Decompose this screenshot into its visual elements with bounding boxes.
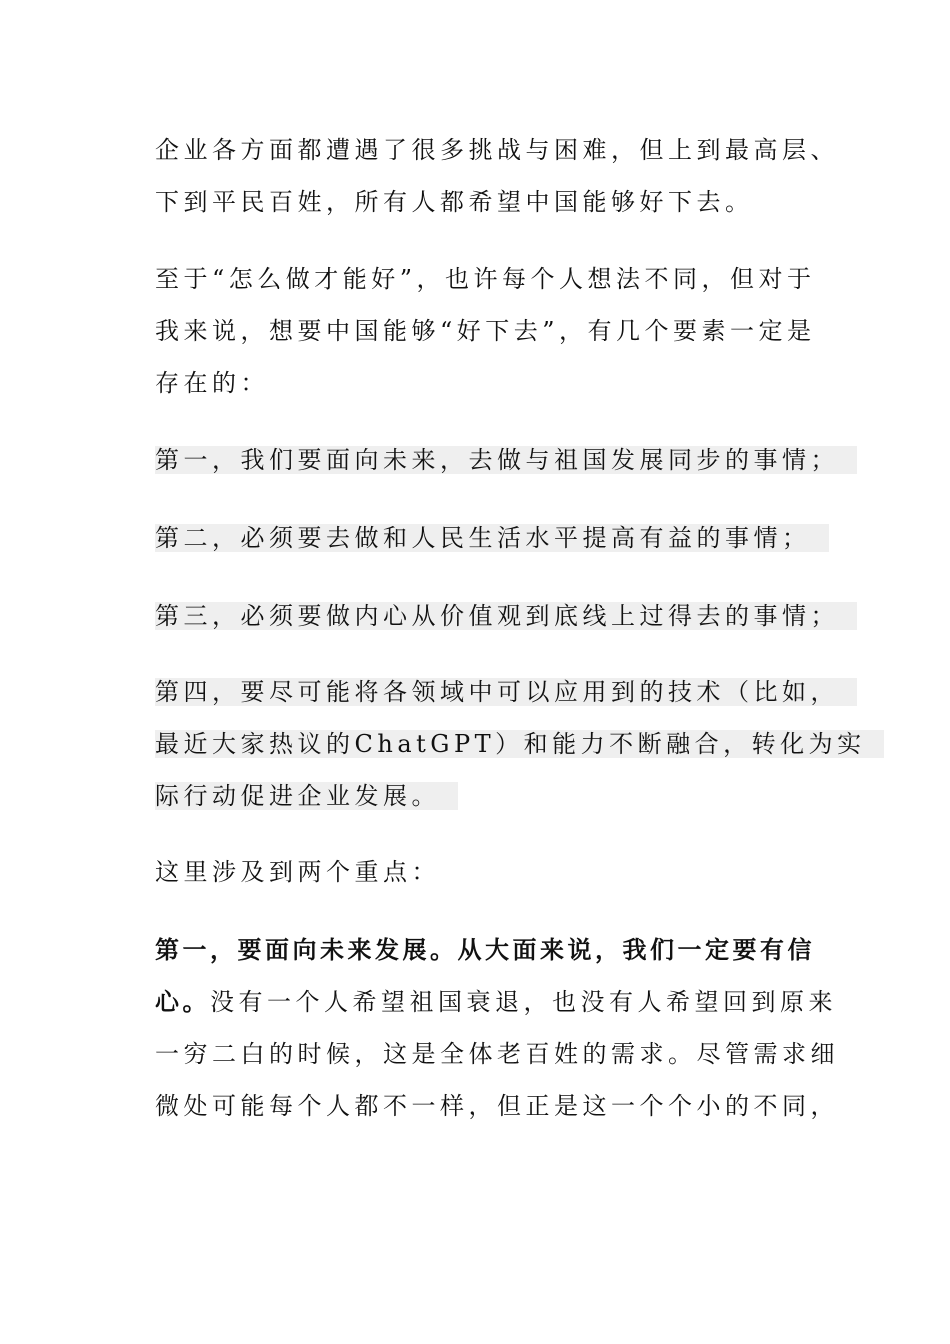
paragraph-challenges xyxy=(155,124,839,228)
paragraph-future-development xyxy=(155,924,839,1132)
text-line: 企业各方面都遭遇了很多挑战与困难，但上到最高层、 xyxy=(155,136,839,164)
text-line: 下到平民百姓，所有人都希望中国能够好下去。 xyxy=(155,188,754,216)
highlighted-text: 最近大家热议的ChatGPT）和能力不断融合，转化为实 xyxy=(155,730,884,758)
paragraph-point-two xyxy=(155,512,811,564)
highlighted-text: 际行动促进企业发展。 xyxy=(155,782,458,810)
text-line: 这里涉及到两个重点： xyxy=(155,858,440,886)
highlighted-text: 第一，我们要面向未来，去做与祖国发展同步的事情； xyxy=(155,446,857,474)
text-line: 存在的： xyxy=(155,369,269,397)
text-line: 至于“怎么做才能好”，也许每个人想法不同，但对于 xyxy=(155,265,816,293)
paragraph-point-three xyxy=(155,590,839,642)
highlighted-text: 第四，要尽可能将各领域中可以应用到的技术（比如， xyxy=(155,678,857,706)
bold-heading-line: 第一，要面向未来发展。从大面来说，我们一定要有信 xyxy=(155,936,815,964)
highlighted-text: 第二，必须要去做和人民生活水平提高有益的事情； xyxy=(155,524,829,552)
paragraph-how-to-do-well xyxy=(155,253,816,409)
text-run: 没有一个人希望祖国衰退，也没有人希望回到原来 xyxy=(210,988,837,1016)
paragraph-point-one xyxy=(155,434,839,486)
paragraph-point-four xyxy=(155,666,866,822)
paragraph-two-key-points xyxy=(155,846,800,898)
text-line: 一穷二白的时候，这是全体老百姓的需求。尽管需求细 xyxy=(155,1040,839,1068)
text-line: 我来说，想要中国能够“好下去”，有几个要素一定是 xyxy=(155,317,816,345)
highlighted-text: 第三，必须要做内心从价值观到底线上过得去的事情； xyxy=(155,602,857,630)
text-line: 微处可能每个人都不一样，但正是这一个个小的不同， xyxy=(155,1092,839,1120)
bold-text: 心。 xyxy=(155,988,210,1016)
